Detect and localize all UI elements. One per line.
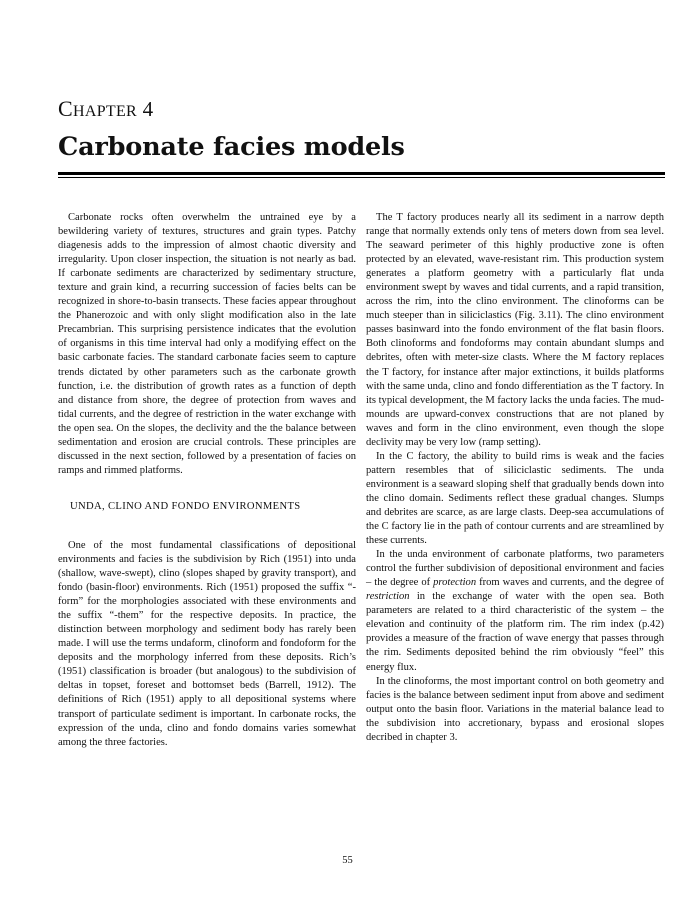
section-heading: UNDA, CLINO AND FONDO ENVIRONMENTS — [70, 500, 301, 512]
chapter-label: CHAPTER 4 — [58, 96, 154, 121]
chapter-title: Carbonate facies models — [58, 132, 405, 162]
emphasis-protection: protection — [433, 577, 477, 589]
page-number: 55 — [342, 855, 353, 866]
title-rule-thick — [58, 172, 665, 175]
title-rule-thin — [58, 177, 665, 178]
right-column — [366, 211, 664, 745]
paragraph: One of the most fundamental classifications of depositional environments and facies is the subdivision by Rich (1951) into unda (shallow, wave-swept), clino (slopes shaped by gravity transport), and fondo (basin-floor) environments. Rich (1951) proposed the suffix “-form” for the morphologies associated with these environments and the suffix “-them” for the respective deposits. In practice, the distinction between morphology and sediment body has rarely been made. I will use the terms undaform, clinoform and fondoform for the deposits and the morphology inferred from these deposits. Rich’s (1951) classification is broader (but analogous) to the subdivision of deltas in topset, foreset and bottomset beds (Barrell, 1912). The definitions of Rich (1951) apply to all depositional systems where transport of particulate sediment is important. In carbonate rocks, the expression of the unda, clino and fondo domains varies somewhat among the three factories. — [58, 539, 356, 748]
paragraph: Carbonate rocks often overwhelm the untrained eye by a bewildering variety of textures, structures and grain types. Patchy diagenesis adds to the impression of almost chaotic diversity and irregularity. Upon closer inspection, the situation is not nearly as bad. If carbonate sediments are characterized by sedimentary structure, texture and grain kind, a recurring succession of facies belts can be recognized in shore-to-basin transects. These facies appear throughout the Phanerozoic and with only slight modification also in the late Precambrian. This surprising persistence indicates that the evolution of organisms in this time interval had only a modifying effect on the basic carbonate facies. The standard carbonate facies seem to capture trends dictated by other parameters such as the carbonate growth function, i.e. the distribution of growth rates as a function of depth and distance from shore, the degree of protection from waves and tidal currents, and the degree of restriction in the water exchange with the open sea. On the slopes, the declivity and the the balance between sedimentation and erosion are crucial controls. These principles are discussed in the next section, followed by a presentation of facies on ramps and rimmed platforms. — [58, 212, 356, 476]
paragraph: In the clinoforms, the most important control on both geometry and facies is the balance between sediment input from above and sediment output onto the basin floor. Variations in the material balance lead to the subdivision into accretionary, bypass and erosional slopes decribed in chapter 3. — [366, 675, 664, 743]
paragraph: In the unda environment of carbonate platforms, two parameters control the further subdivision of depositional environment and facies – the degree of protection from waves and currents, and the degree of restriction in the exchange of water with the open sea. Both parameters are related to a third characteristic of the system – the elevation and continuity of the platform rim. The rim index (p.42) provides a measure of the fraction of wave energy that passes through the rim. Sediments deposited behind the rim obviously “feel” this energy flux. — [366, 549, 664, 673]
paragraph: The T factory produces nearly all its sediment in a narrow depth range that normally extends only tens of meters down from sea level. The seaward perimeter of this highly productive zone is often protected by an elevated, wave-resistant rim. This production system generates a platform geometry with a particularly flat unda environment swept by waves and tidal currents, and a rapid transition, across the rim, into the clino environment. The clinoforms can be much steeper than in siliciclastics (Fig. 3.11). The clino environment passes basinward into the fondo environment of the flat basin floors. Both clinoforms and fondoforms may contain abundant slumps and debrites, often with meter-size clasts. Where the M factory replaces the T factory, for instance after major extinctions, it builds platforms with the same unda, clino and fondo differentiation as the T factory. In its typical development, the M factory lacks the unda facies. The mud-mounds are upward-convex constructions that are not planed by waves and form in the clino environment, even though the slope declivity may be very low (ramp setting). — [366, 212, 664, 448]
left-column — [58, 211, 356, 750]
paragraph: In the C factory, the ability to build rims is weak and the facies pattern resembles that of siliciclastic sediments. The unda environment is a seaward sloping shelf that gradually bends down into the clino domain. Sediments reflect these gradual changes. Slumps and debrites are scarce, as are large clasts. Deep-sea accumulations of the C factory lie in the path of contour currents and are streamlined by these currents. — [366, 450, 664, 547]
emphasis-restriction: restriction — [366, 591, 410, 603]
